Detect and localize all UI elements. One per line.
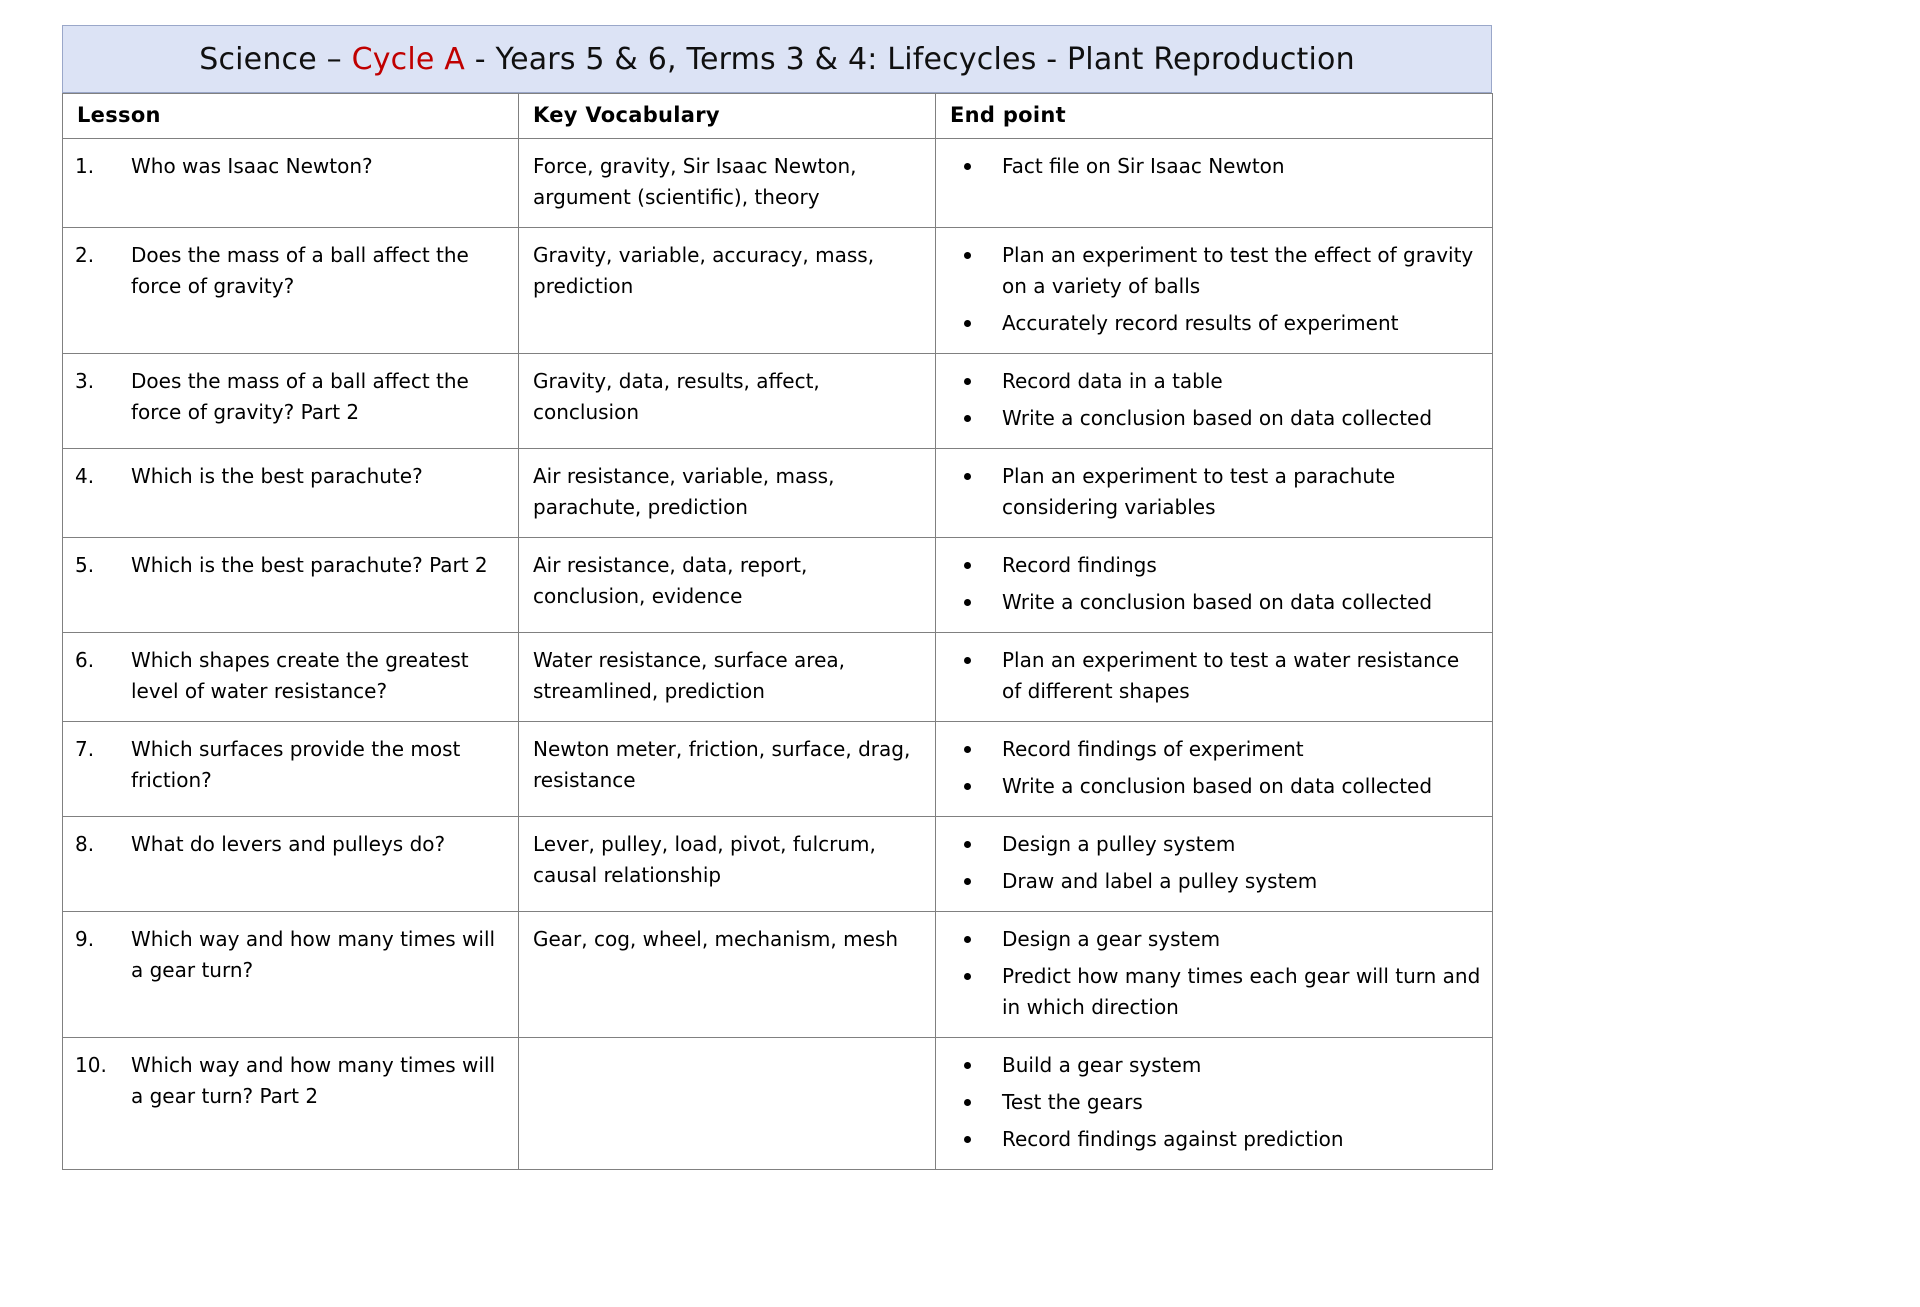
bullet-icon (964, 783, 971, 790)
lesson-question: Which surfaces provide the most friction? (131, 737, 461, 792)
end-point-text: Write a conclusion based on data collected (1002, 406, 1433, 430)
key-vocabulary-text: Air resistance, data, report, conclusion, evidence (533, 553, 808, 608)
table-row (63, 1038, 1493, 1170)
end-point-list-wrapper (936, 139, 1492, 197)
end-point-item (944, 771, 1482, 802)
lesson-question: What do levers and pulleys do? (131, 832, 446, 856)
key-vocabulary-cell (519, 817, 936, 912)
lesson-cell (63, 538, 519, 633)
bullet-icon (964, 562, 971, 569)
table-body (63, 139, 1493, 1170)
end-point-item (944, 550, 1482, 581)
key-vocabulary-cell (519, 538, 936, 633)
end-point-cell (936, 449, 1493, 538)
end-point-item (944, 645, 1482, 707)
end-point-text: Test the gears (1002, 1090, 1143, 1114)
lesson-number: 8. (75, 832, 95, 856)
end-point-list (944, 1050, 1482, 1155)
bullet-icon (964, 163, 971, 170)
end-point-text: Record findings (1002, 553, 1157, 577)
end-point-cell (936, 722, 1493, 817)
end-point-item (944, 866, 1482, 897)
curriculum-table (62, 93, 1493, 1170)
key-vocabulary-text: Air resistance, variable, mass, parachute, prediction (533, 464, 835, 519)
end-point-item (944, 1124, 1482, 1155)
end-point-cell (936, 1038, 1493, 1170)
lesson-cell (63, 139, 519, 228)
end-point-cell (936, 228, 1493, 354)
bullet-icon (964, 657, 971, 664)
table-row (63, 139, 1493, 228)
key-vocabulary-text: Force, gravity, Sir Isaac Newton, argument (scientific), theory (533, 154, 857, 209)
end-point-item (944, 308, 1482, 339)
end-point-list (944, 645, 1482, 707)
end-point-list (944, 151, 1482, 182)
table-header-row (63, 94, 1493, 139)
bullet-icon (964, 599, 971, 606)
key-vocabulary-text: Water resistance, surface area, streamlined, prediction (533, 648, 845, 703)
end-point-list-wrapper (936, 538, 1492, 632)
end-point-list (944, 461, 1482, 523)
lesson-cell-inner (63, 633, 518, 721)
column-header-key-vocabulary-label: Key Vocabulary (533, 103, 720, 127)
end-point-list-wrapper (936, 354, 1492, 448)
end-point-item (944, 961, 1482, 1023)
key-vocabulary-text: Lever, pulley, load, pivot, fulcrum, causal relationship (533, 832, 876, 887)
key-vocabulary-text (519, 1038, 935, 1096)
lesson-cell (63, 817, 519, 912)
lesson-cell-inner (63, 912, 518, 1000)
key-vocabulary-cell (519, 633, 936, 722)
lesson-cell-inner (63, 722, 518, 810)
end-point-cell (936, 538, 1493, 633)
bullet-icon (964, 415, 971, 422)
end-point-item (944, 151, 1482, 182)
lesson-number: 1. (75, 154, 95, 178)
table-row (63, 722, 1493, 817)
end-point-text: Accurately record results of experiment (1002, 311, 1399, 335)
end-point-list-wrapper (936, 633, 1492, 721)
lesson-number: 6. (75, 648, 95, 672)
lesson-question: Which is the best parachute? Part 2 (131, 553, 488, 577)
bullet-icon (964, 1099, 971, 1106)
end-point-text: Record data in a table (1002, 369, 1223, 393)
lesson-number: 7. (75, 737, 95, 761)
lesson-cell (63, 228, 519, 354)
lesson-number: 2. (75, 243, 95, 267)
key-vocabulary-text: Gravity, data, results, affect, conclusion (533, 369, 820, 424)
lesson-cell (63, 354, 519, 449)
lesson-cell-inner (63, 1038, 518, 1126)
end-point-list-wrapper (936, 228, 1492, 353)
end-point-text: Plan an experiment to test the effect of gravity on a variety of balls (1002, 243, 1474, 298)
key-vocabulary-cell (519, 449, 936, 538)
end-point-item (944, 734, 1482, 765)
bullet-icon (964, 936, 971, 943)
title-part-before: Science – (199, 41, 352, 77)
column-header-end-point (936, 94, 1493, 139)
bullet-icon (964, 973, 971, 980)
bullet-icon (964, 878, 971, 885)
lesson-question: Which shapes create the greatest level of water resistance? (131, 648, 469, 703)
lesson-question: Which way and how many times will a gear turn? (131, 927, 496, 982)
table-header (63, 94, 1493, 139)
end-point-item (944, 461, 1482, 523)
end-point-list-wrapper (936, 722, 1492, 816)
table-row (63, 449, 1493, 538)
end-point-item (944, 240, 1482, 302)
lesson-cell-inner (63, 817, 518, 875)
lesson-cell (63, 722, 519, 817)
key-vocabulary-text: Gravity, variable, accuracy, mass, prediction (533, 243, 875, 298)
lesson-number: 5. (75, 553, 95, 577)
end-point-text: Plan an experiment to test a water resistance of different shapes (1002, 648, 1460, 703)
lesson-number: 3. (75, 369, 95, 393)
bullet-icon (964, 746, 971, 753)
curriculum-plan-document (62, 25, 1492, 1170)
key-vocabulary-cell (519, 722, 936, 817)
end-point-list (944, 924, 1482, 1023)
column-header-lesson-label: Lesson (77, 103, 161, 127)
end-point-list (944, 734, 1482, 802)
end-point-text: Design a pulley system (1002, 832, 1236, 856)
lesson-question: Which way and how many times will a gear turn? Part 2 (131, 1053, 496, 1108)
lesson-number: 10. (75, 1053, 107, 1077)
end-point-list-wrapper (936, 912, 1492, 1037)
end-point-item (944, 587, 1482, 618)
end-point-text: Fact file on Sir Isaac Newton (1002, 154, 1285, 178)
key-vocabulary-cell (519, 139, 936, 228)
end-point-text: Write a conclusion based on data collected (1002, 590, 1433, 614)
lesson-cell-inner (63, 354, 518, 442)
table-row (63, 912, 1493, 1038)
bullet-icon (964, 252, 971, 259)
lesson-number: 4. (75, 464, 95, 488)
table-row (63, 538, 1493, 633)
end-point-text: Record findings against prediction (1002, 1127, 1344, 1151)
end-point-list (944, 829, 1482, 897)
column-header-end-point-label: End point (950, 103, 1066, 127)
key-vocabulary-text: Newton meter, friction, surface, drag, resistance (533, 737, 911, 792)
end-point-list-wrapper (936, 449, 1492, 537)
table-row (63, 633, 1493, 722)
end-point-item (944, 1087, 1482, 1118)
end-point-text: Plan an experiment to test a parachute considering variables (1002, 464, 1396, 519)
lesson-number: 9. (75, 927, 95, 951)
lesson-question: Does the mass of a ball affect the force of gravity? Part 2 (131, 369, 469, 424)
end-point-cell (936, 912, 1493, 1038)
end-point-list (944, 366, 1482, 434)
table-row (63, 354, 1493, 449)
lesson-cell-inner (63, 538, 518, 596)
end-point-cell (936, 139, 1493, 228)
bullet-icon (964, 841, 971, 848)
bullet-icon (964, 378, 971, 385)
end-point-item (944, 829, 1482, 860)
end-point-text: Record findings of experiment (1002, 737, 1304, 761)
lesson-cell-inner (63, 228, 518, 316)
end-point-item (944, 403, 1482, 434)
lesson-question: Who was Isaac Newton? (131, 154, 373, 178)
end-point-list-wrapper (936, 1038, 1492, 1169)
lesson-cell-inner (63, 449, 518, 507)
end-point-list (944, 240, 1482, 339)
end-point-list-wrapper (936, 817, 1492, 911)
key-vocabulary-cell (519, 1038, 936, 1170)
end-point-item (944, 924, 1482, 955)
key-vocabulary-cell (519, 354, 936, 449)
end-point-list (944, 550, 1482, 618)
column-header-key-vocabulary (519, 94, 936, 139)
document-title-banner (62, 25, 1492, 93)
lesson-cell (63, 633, 519, 722)
lesson-cell (63, 449, 519, 538)
key-vocabulary-cell (519, 228, 936, 354)
page-title (199, 42, 1355, 77)
end-point-text: Draw and label a pulley system (1002, 869, 1318, 893)
end-point-text: Build a gear system (1002, 1053, 1202, 1077)
lesson-cell-inner (63, 139, 518, 197)
lesson-cell (63, 912, 519, 1038)
lesson-cell (63, 1038, 519, 1170)
end-point-cell (936, 633, 1493, 722)
bullet-icon (964, 1136, 971, 1143)
end-point-item (944, 1050, 1482, 1081)
key-vocabulary-cell (519, 912, 936, 1038)
end-point-text: Write a conclusion based on data collected (1002, 774, 1433, 798)
title-part-accent: Cycle A (351, 41, 466, 77)
end-point-text: Design a gear system (1002, 927, 1221, 951)
table-row (63, 817, 1493, 912)
lesson-question: Which is the best parachute? (131, 464, 423, 488)
bullet-icon (964, 320, 971, 327)
lesson-question: Does the mass of a ball affect the force of gravity? (131, 243, 469, 298)
title-part-after: - Years 5 & 6, Terms 3 & 4: Lifecycles - Plant Reproduction (465, 41, 1355, 77)
end-point-cell (936, 817, 1493, 912)
end-point-cell (936, 354, 1493, 449)
bullet-icon (964, 473, 971, 480)
bullet-icon (964, 1062, 971, 1069)
end-point-text: Predict how many times each gear will turn and in which direction (1002, 964, 1481, 1019)
key-vocabulary-text: Gear, cog, wheel, mechanism, mesh (533, 927, 898, 951)
table-row (63, 228, 1493, 354)
column-header-lesson (63, 94, 519, 139)
end-point-item (944, 366, 1482, 397)
